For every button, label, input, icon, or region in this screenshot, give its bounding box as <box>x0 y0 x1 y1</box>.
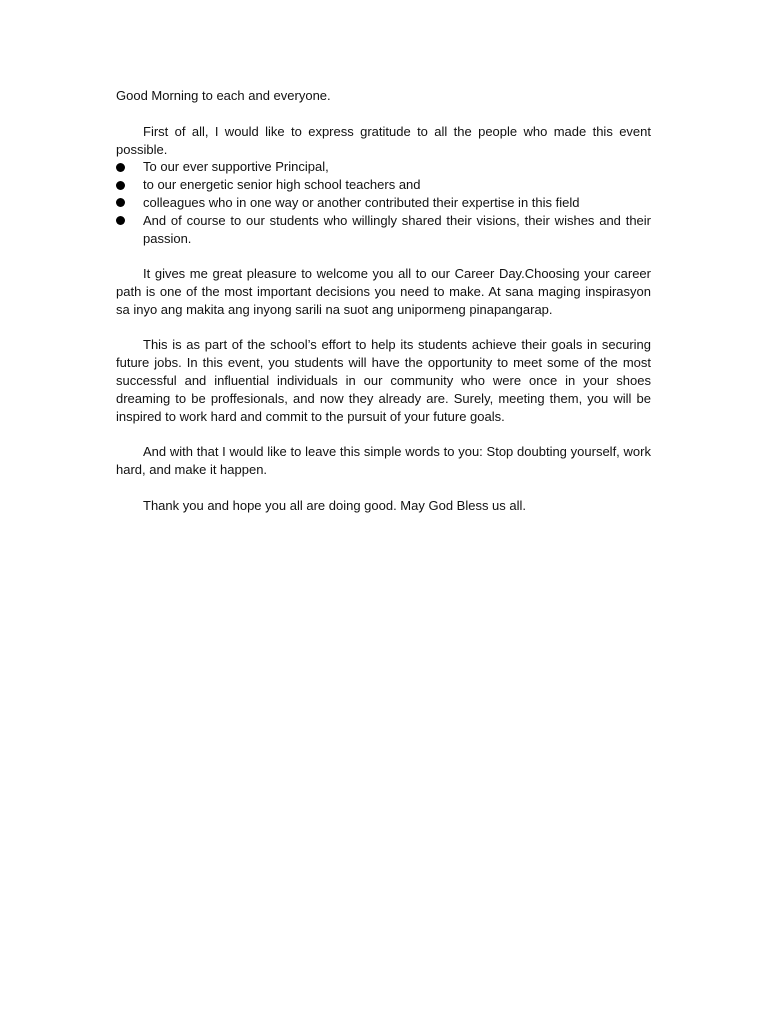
document-page <box>116 87 651 514</box>
bullet-icon <box>116 216 125 225</box>
list-item-text: colleagues who in one way or another contributed their expertise in this field <box>143 194 580 210</box>
intro-paragraph: First of all, I would like to express gratitude to all the people who made this event possible. <box>116 123 651 157</box>
thanks-list <box>116 158 651 247</box>
list-item-text: And of course to our students who willingly shared their visions, their wishes and their passion. <box>143 212 651 246</box>
bullet-icon <box>116 181 125 190</box>
greeting-line: Good Morning to each and everyone. <box>116 88 331 103</box>
closing-paragraph: Thank you and hope you all are doing good. May God Bless us all. <box>143 497 527 513</box>
bullet-icon <box>116 198 125 207</box>
list-item <box>116 176 651 194</box>
list-item-text: to our energetic senior high school teachers and <box>143 177 421 193</box>
list-item <box>116 158 651 176</box>
welcome-paragraph: It gives me great pleasure to welcome you all to our Career Day.Choosing your career path is one of the most important decisions you need to make. At sana maging inspirasyon sa inyo ang makita ang inyong sarili na suot ang unipormeng pinapangarap. <box>116 266 651 317</box>
purpose-paragraph: This is as part of the school’s effort to help its students achieve their goals in securing future jobs. In this event, you students will have the opportunity to meet some of the most successful and influential individuals in our community who were once in your shoes dreaming to be proffesionals, and now they already are. Surely, meeting them, you will be inspired to work hard and commit to the pursuit of your future goals. <box>116 337 651 424</box>
advice-paragraph: And with that I would like to leave this simple words to you: Stop doubting yourself, work hard, and make it happen. <box>116 444 651 477</box>
bullet-icon <box>116 163 125 172</box>
list-item <box>116 194 651 212</box>
list-item-text: To our ever supportive Principal, <box>143 159 329 175</box>
list-item <box>116 212 651 248</box>
